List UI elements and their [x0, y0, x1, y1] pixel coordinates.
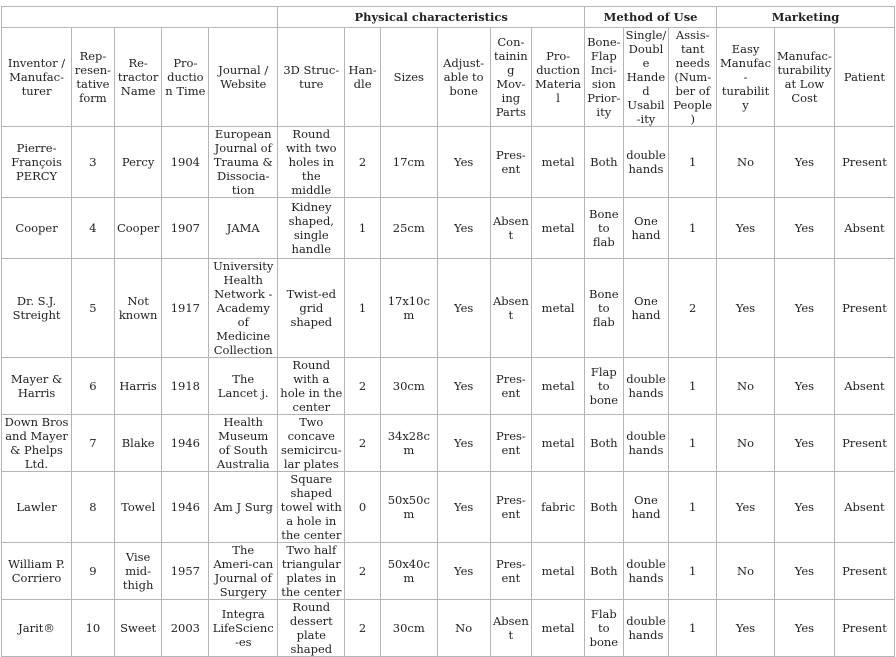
table-row — [2, 415, 895, 472]
table-cell: 1946 — [162, 415, 209, 472]
table-cell: metal — [532, 358, 585, 415]
table-cell: Am J Surg — [209, 472, 278, 543]
table-cell: William P. Corriero — [2, 543, 72, 600]
table-cell: 1 — [345, 198, 381, 259]
table-cell: 2003 — [162, 600, 209, 657]
table-cell: Round dessert plate shaped — [278, 600, 345, 657]
table-cell: Flab to bone — [585, 600, 624, 657]
table-cell: 1 — [669, 127, 717, 198]
column-header: Easy Manufac-turability — [717, 28, 775, 127]
table-cell: 17cm — [380, 127, 437, 198]
table-cell: 1 — [669, 198, 717, 259]
table-cell: Yes — [774, 415, 834, 472]
table-cell: Present — [834, 127, 894, 198]
table-row — [2, 127, 895, 198]
table-cell: Dr. S.J. Streight — [2, 259, 72, 358]
table-cell: Kidney shaped, single handle — [278, 198, 345, 259]
table-cell: 2 — [345, 543, 381, 600]
table-cell: Square shaped towel with a hole in the center — [278, 472, 345, 543]
table-row — [2, 198, 895, 259]
table-cell: Two concave semicircu-lar plates — [278, 415, 345, 472]
table-cell: 50x40cm — [380, 543, 437, 600]
table-cell: One hand — [623, 259, 669, 358]
column-header: Sizes — [380, 28, 437, 127]
table-cell: 1904 — [162, 127, 209, 198]
table-cell: 4 — [72, 198, 115, 259]
column-header: Pro-duction Material — [532, 28, 585, 127]
table-cell: 2 — [669, 259, 717, 358]
table-cell: Absent — [490, 600, 532, 657]
table-cell: Round with two holes in the middle — [278, 127, 345, 198]
table-cell: Yes — [717, 259, 775, 358]
table-row — [2, 600, 895, 657]
table-cell: Lawler — [2, 472, 72, 543]
table-cell: No — [717, 543, 775, 600]
table-cell: 10 — [72, 600, 115, 657]
table-cell: metal — [532, 198, 585, 259]
group-header-method: Method of Use — [585, 7, 717, 28]
table-cell: No — [717, 358, 775, 415]
column-header: Con-taining Mov-ing Parts — [490, 28, 532, 127]
table-row — [2, 472, 895, 543]
group-header-marketing: Marketing — [717, 7, 895, 28]
table-cell: Yes — [774, 600, 834, 657]
table-cell: Yes — [774, 259, 834, 358]
table-cell: metal — [532, 127, 585, 198]
table-cell: Pres-ent — [490, 472, 532, 543]
table-cell: European Journal of Trauma & Dissocia-tion — [209, 127, 278, 198]
table-cell: 2 — [345, 127, 381, 198]
table-cell: Present — [834, 543, 894, 600]
table-cell: No — [437, 600, 490, 657]
table-cell: 25cm — [380, 198, 437, 259]
table-cell: Yes — [774, 543, 834, 600]
table-cell: double hands — [623, 358, 669, 415]
table-cell: double hands — [623, 600, 669, 657]
group-header-physical: Physical characteristics — [278, 7, 585, 28]
table-cell: Yes — [437, 259, 490, 358]
table-cell: 1 — [669, 600, 717, 657]
column-header: Adjust-able to bone — [437, 28, 490, 127]
column-header: 3D Struc-ture — [278, 28, 345, 127]
table-cell: Pres-ent — [490, 127, 532, 198]
table-cell: metal — [532, 600, 585, 657]
table-cell: Health Museum of South Australia — [209, 415, 278, 472]
table-cell: 2 — [345, 358, 381, 415]
column-header: Inventor / Manufac-turer — [2, 28, 72, 127]
group-header-row — [2, 7, 895, 28]
table-cell: Cooper — [114, 198, 162, 259]
table-cell: 2 — [345, 415, 381, 472]
table-cell: Yes — [774, 198, 834, 259]
table-cell: Down Bros and Mayer & Phelps Ltd. — [2, 415, 72, 472]
table-cell: Pres-ent — [490, 415, 532, 472]
table-cell: Yes — [437, 358, 490, 415]
table-cell: The Ameri-can Journal of Surgery — [209, 543, 278, 600]
table-body — [2, 127, 895, 657]
table-cell: Absent — [834, 358, 894, 415]
table-cell: Yes — [774, 472, 834, 543]
table-cell: Blake — [114, 415, 162, 472]
table-cell: Present — [834, 259, 894, 358]
column-header: Single/ Double Handed Usabil-ity — [623, 28, 669, 127]
retractor-comparison-table — [1, 6, 895, 657]
table-cell: Both — [585, 472, 624, 543]
table-cell: Percy — [114, 127, 162, 198]
table-cell: 1 — [669, 415, 717, 472]
table-cell: 1946 — [162, 472, 209, 543]
table-cell: 17x10cm — [380, 259, 437, 358]
table-cell: Yes — [437, 127, 490, 198]
table-cell: The Lancet j. — [209, 358, 278, 415]
table-cell: 34x28cm — [380, 415, 437, 472]
table-cell: Both — [585, 415, 624, 472]
column-header: Han-dle — [345, 28, 381, 127]
table-cell: Pierre-François PERCY — [2, 127, 72, 198]
column-header: Manufac-turability at Low Cost — [774, 28, 834, 127]
table-cell: Absent — [834, 472, 894, 543]
table-cell: 1957 — [162, 543, 209, 600]
table-cell: Integra LifeScienc-es — [209, 600, 278, 657]
table-cell: Mayer & Harris — [2, 358, 72, 415]
table-cell: No — [717, 127, 775, 198]
table-cell: Towel — [114, 472, 162, 543]
table-cell: 30cm — [380, 358, 437, 415]
column-header: Assis-tant needs (Num-ber of People) — [669, 28, 717, 127]
table-cell: 3 — [72, 127, 115, 198]
table-cell: No — [717, 415, 775, 472]
table-cell: One hand — [623, 198, 669, 259]
table-cell: 1918 — [162, 358, 209, 415]
table-row — [2, 259, 895, 358]
table-cell: 1 — [669, 543, 717, 600]
column-header: Journal / Website — [209, 28, 278, 127]
table-cell: Yes — [774, 127, 834, 198]
table-cell: Absent — [834, 198, 894, 259]
column-header: Patient — [834, 28, 894, 127]
column-header: Re-tractor Name — [114, 28, 162, 127]
table-cell: Cooper — [2, 198, 72, 259]
table-cell: 1917 — [162, 259, 209, 358]
table-cell: Yes — [437, 415, 490, 472]
table-cell: Yes — [437, 543, 490, 600]
table-cell: Pres-ent — [490, 543, 532, 600]
table-cell: University Health Network - Academy of Medicine Collection — [209, 259, 278, 358]
table-cell: Two half triangular plates in the center — [278, 543, 345, 600]
table-row — [2, 543, 895, 600]
table-cell: Present — [834, 600, 894, 657]
table-cell: JAMA — [209, 198, 278, 259]
table-cell: double hands — [623, 127, 669, 198]
column-header: Bone-Flap Inci-sion Prior-ity — [585, 28, 624, 127]
table-cell: 1 — [669, 472, 717, 543]
table-cell: Pres-ent — [490, 358, 532, 415]
table-cell: 2 — [345, 600, 381, 657]
table-cell: Twist-ed grid shaped — [278, 259, 345, 358]
table-cell: Vise mid-thigh — [114, 543, 162, 600]
table-cell: Absent — [490, 259, 532, 358]
table-cell: double hands — [623, 415, 669, 472]
table-cell: double hands — [623, 543, 669, 600]
table-cell: Present — [834, 415, 894, 472]
table-cell: Yes — [437, 472, 490, 543]
table-cell: Both — [585, 543, 624, 600]
table-cell: Sweet — [114, 600, 162, 657]
table-cell: 30cm — [380, 600, 437, 657]
table-cell: 1907 — [162, 198, 209, 259]
table-cell: 9 — [72, 543, 115, 600]
table-cell: Jarit® — [2, 600, 72, 657]
column-header: Pro-duction Time — [162, 28, 209, 127]
group-header-blank — [2, 7, 278, 28]
table-cell: Bone to flab — [585, 198, 624, 259]
table-cell: One hand — [623, 472, 669, 543]
table-cell: 8 — [72, 472, 115, 543]
table-row — [2, 358, 895, 415]
table-cell: Round with a hole in the center — [278, 358, 345, 415]
table-cell: fabric — [532, 472, 585, 543]
table-cell: Bone to flab — [585, 259, 624, 358]
table-cell: 0 — [345, 472, 381, 543]
table-cell: 1 — [345, 259, 381, 358]
table-cell: 5 — [72, 259, 115, 358]
table-cell: Absent — [490, 198, 532, 259]
table-cell: Yes — [717, 600, 775, 657]
table-cell: 6 — [72, 358, 115, 415]
table-cell: Yes — [774, 358, 834, 415]
table-cell: 7 — [72, 415, 115, 472]
table-cell: Yes — [437, 198, 490, 259]
table-cell: Not known — [114, 259, 162, 358]
table-cell: 1 — [669, 358, 717, 415]
table-cell: Flap to bone — [585, 358, 624, 415]
table-cell: 50x50cm — [380, 472, 437, 543]
column-header-row — [2, 28, 895, 127]
table-cell: Harris — [114, 358, 162, 415]
table-cell: metal — [532, 259, 585, 358]
table-cell: Both — [585, 127, 624, 198]
column-header: Rep-resen-tative form — [72, 28, 115, 127]
table-cell: metal — [532, 415, 585, 472]
table-cell: Yes — [717, 472, 775, 543]
table-cell: metal — [532, 543, 585, 600]
table-cell: Yes — [717, 198, 775, 259]
